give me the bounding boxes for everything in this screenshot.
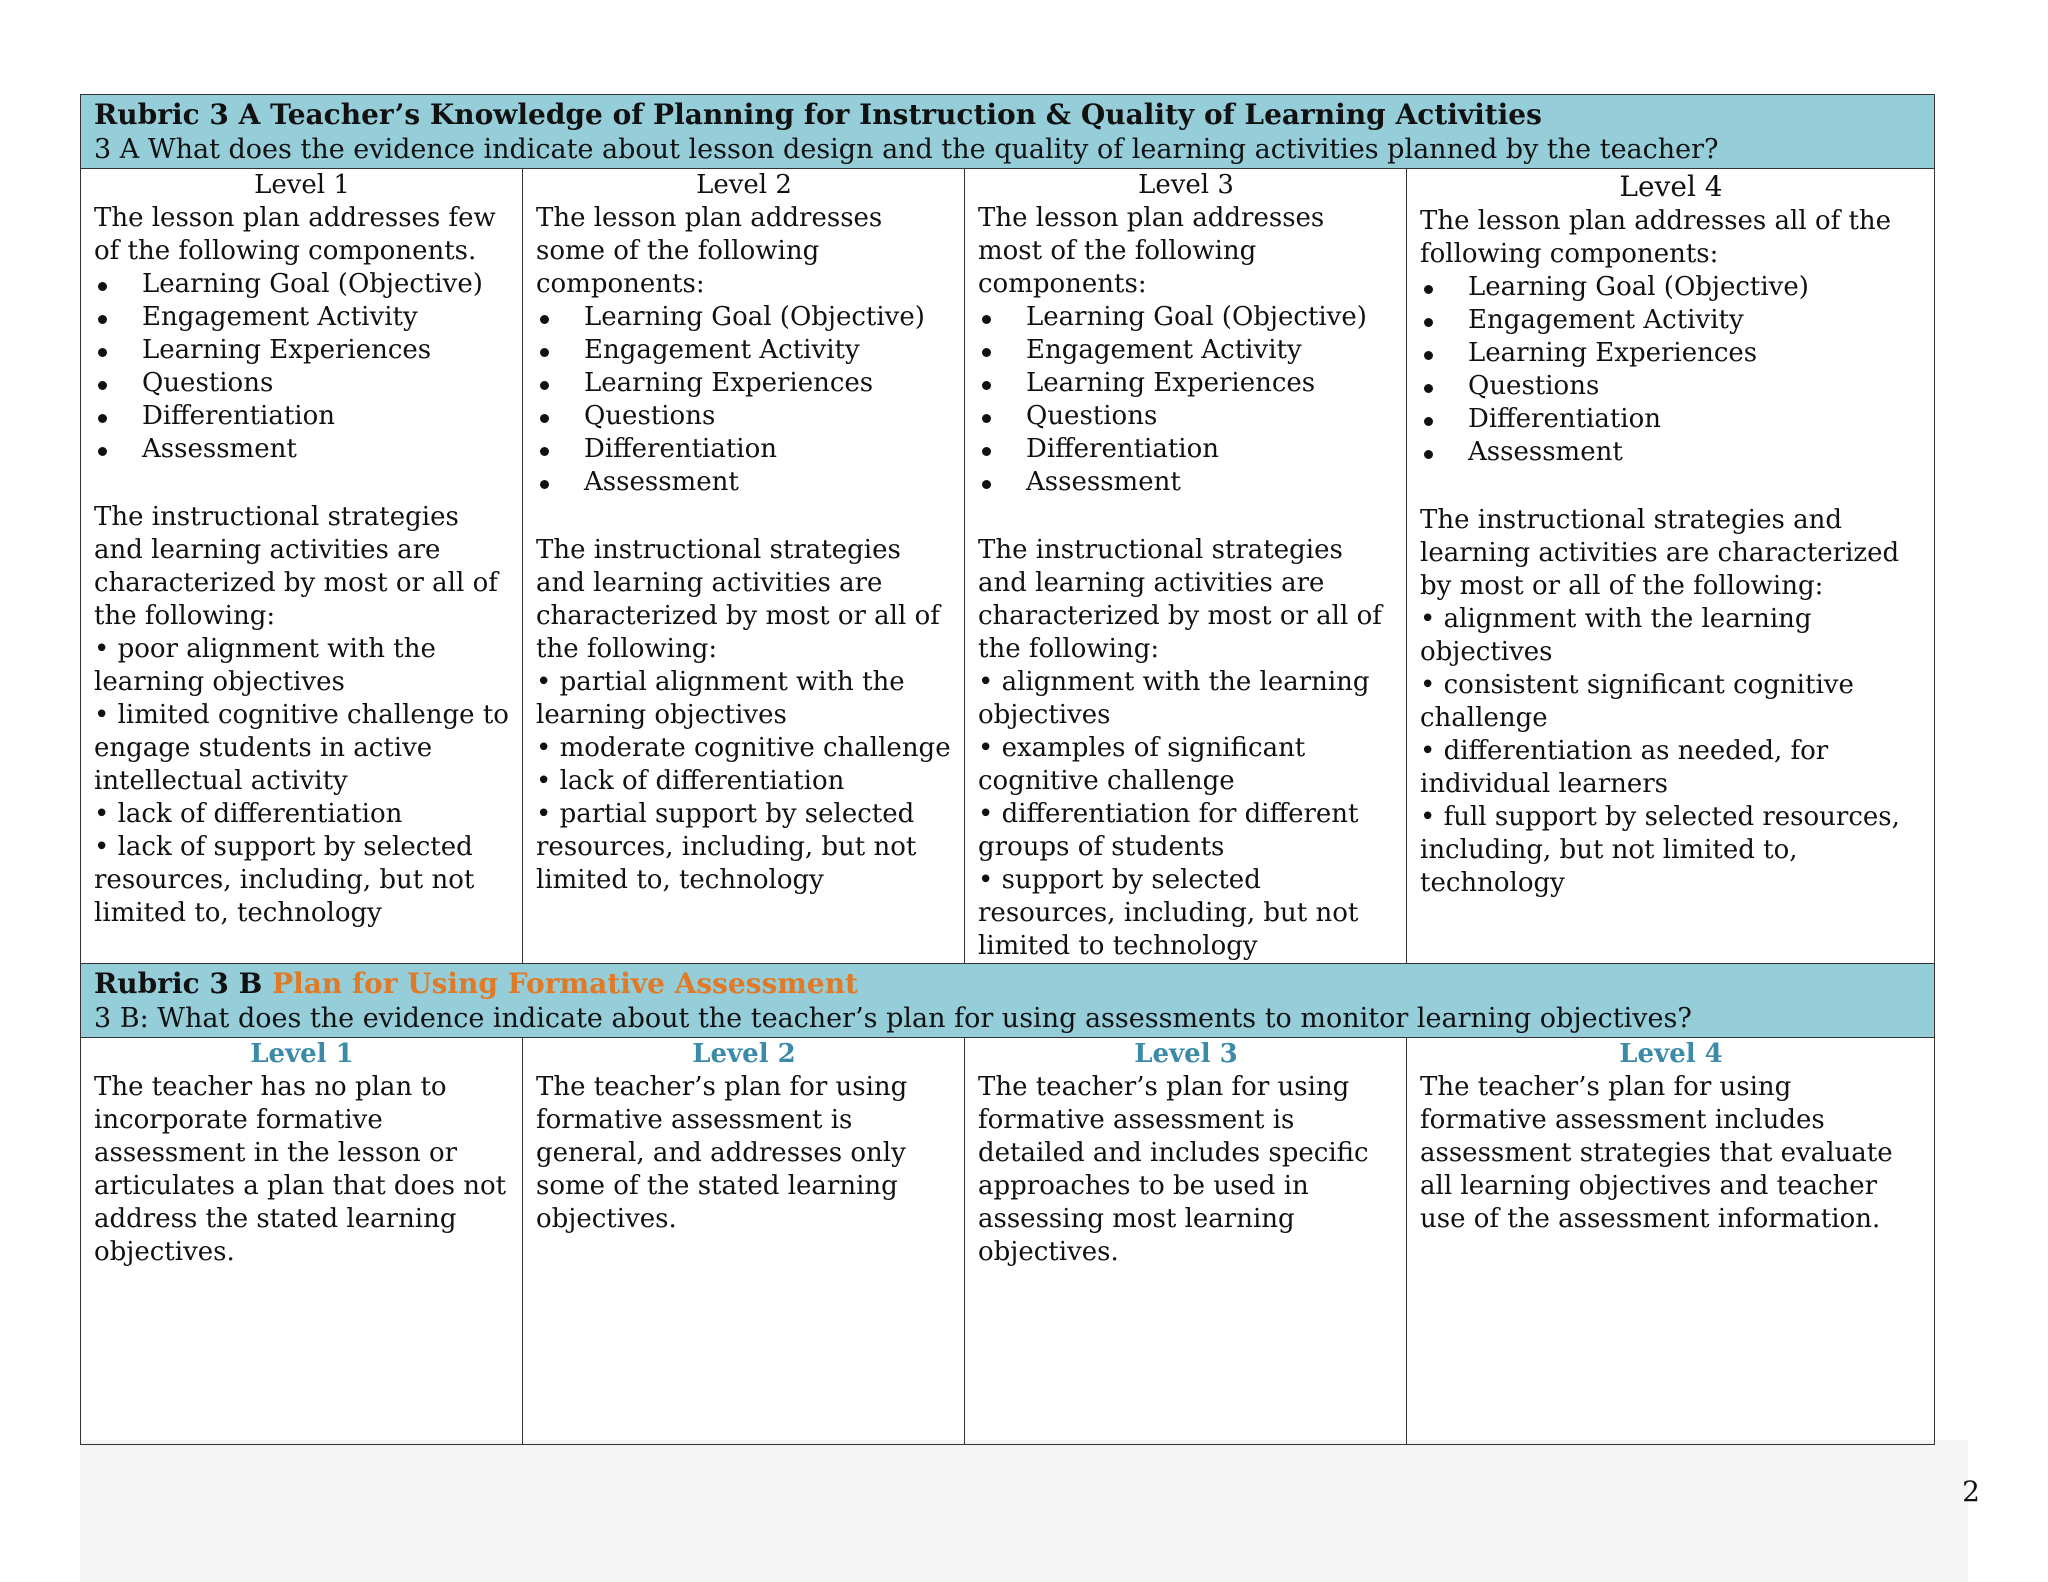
strategies-intro: The instructional strategies and learning activities are characterized by most or all of the following:: [94, 502, 498, 631]
rubric-table: [80, 94, 1935, 1445]
strategy-item: • poor alignment with the learning objectives: [94, 634, 436, 697]
level-label: Level 2: [696, 170, 792, 200]
section-b-header: [81, 964, 1935, 1038]
section-b-levels-row: [81, 1038, 1935, 1445]
strategy-item: • differentiation for different groups of students: [978, 799, 1359, 862]
strategy-item: • differentiation as needed, for individual learners: [1420, 736, 1829, 799]
list-item: Engagement Activity: [536, 334, 952, 367]
level-description: The teacher’s plan for using formative assessment includes assessment strategies that evaluate all learning objectives and teacher use of the assessment information.: [1420, 1072, 1893, 1234]
list-item: Assessment: [1420, 436, 1922, 469]
section-a-levels-row: [81, 169, 1935, 964]
list-item: Learning Experiences: [536, 367, 952, 400]
level-description: The teacher has no plan to incorporate formative assessment in the lesson or articulates a plan that does not address the stated learning objectives.: [94, 1072, 507, 1267]
component-list: [1420, 271, 1922, 469]
section-a-title: Rubric 3 A Teacher’s Knowledge of Planning for Instruction & Quality of Learning Activities: [94, 98, 1542, 131]
strategies-intro: The instructional strategies and learning activities are characterized by most or all of the following:: [536, 535, 940, 664]
section-b-title-prefix: Rubric 3 B: [94, 967, 263, 1000]
component-list: [94, 268, 510, 466]
component-list: [536, 301, 952, 499]
level-intro: The lesson plan addresses most of the following components:: [978, 203, 1325, 299]
strategy-item: • moderate cognitive challenge: [536, 733, 951, 763]
section-a-level-3-cell: [965, 169, 1407, 964]
list-item: Learning Goal (Objective): [1420, 271, 1922, 304]
list-item: Questions: [94, 367, 510, 400]
strategy-item: • partial alignment with the learning objectives: [536, 667, 905, 730]
level-description: The teacher’s plan for using formative assessment is detailed and includes specific approaches to be used in assessing most learning objectives.: [978, 1072, 1369, 1267]
component-list: [978, 301, 1394, 499]
list-item: Learning Goal (Objective): [978, 301, 1394, 334]
list-item: Differentiation: [94, 400, 510, 433]
list-item: Learning Goal (Objective): [94, 268, 510, 301]
strategy-item: • lack of differentiation: [536, 766, 845, 796]
section-b-title-highlight: Plan for Using Formative Assessment: [272, 967, 858, 1000]
list-item: Assessment: [536, 466, 952, 499]
section-a-header: [81, 95, 1935, 169]
list-item: Assessment: [978, 466, 1394, 499]
section-a-level-2-cell: [523, 169, 965, 964]
list-item: Engagement Activity: [978, 334, 1394, 367]
strategy-item: • support by selected resources, including, but not limited to technology: [978, 865, 1359, 961]
list-item: Learning Experiences: [94, 334, 510, 367]
level-label: Level 3: [1134, 1039, 1238, 1069]
section-b-level-2-cell: [523, 1038, 965, 1445]
strategies-intro: The instructional strategies and learning activities are characterized by most or all of the following:: [1420, 505, 1900, 601]
list-item: Questions: [1420, 370, 1922, 403]
section-b-level-3-cell: [965, 1038, 1407, 1445]
strategy-item: • examples of significant cognitive challenge: [978, 733, 1306, 796]
list-item: Learning Experiences: [1420, 337, 1922, 370]
section-b-title: [94, 966, 1922, 1001]
list-item: Differentiation: [536, 433, 952, 466]
strategy-item: • alignment with the learning objectives: [1420, 604, 1812, 667]
section-b-header-row: [81, 964, 1935, 1038]
level-label: Level 4: [1619, 170, 1723, 203]
strategy-item: • limited cognitive challenge to engage students in active intellectual activity: [94, 700, 509, 796]
strategy-item: • alignment with the learning objectives: [978, 667, 1370, 730]
strategy-item: • partial support by selected resources, including, but not limited to, technology: [536, 799, 917, 895]
section-a-header-row: [81, 95, 1935, 169]
list-item: Differentiation: [978, 433, 1394, 466]
level-label: Level 3: [1138, 170, 1234, 200]
list-item: Questions: [978, 400, 1394, 433]
level-label: Level 1: [254, 170, 350, 200]
section-b-level-4-cell: [1407, 1038, 1935, 1445]
strategy-item: • lack of support by selected resources, including, but not limited to, technology: [94, 832, 475, 928]
list-item: Questions: [536, 400, 952, 433]
page-footer-band: [80, 1440, 1968, 1582]
section-b-level-1-cell: [81, 1038, 523, 1445]
strategies-intro: The instructional strategies and learning activities are characterized by most or all of the following:: [978, 535, 1382, 664]
level-label: Level 4: [1619, 1039, 1723, 1069]
list-item: Assessment: [94, 433, 510, 466]
section-a-level-1-cell: [81, 169, 523, 964]
level-intro: The lesson plan addresses few of the following components.: [94, 203, 496, 266]
list-item: Engagement Activity: [94, 301, 510, 334]
level-label: Level 2: [692, 1039, 796, 1069]
strategy-item: • consistent significant cognitive challenge: [1420, 670, 1854, 733]
list-item: Engagement Activity: [1420, 304, 1922, 337]
level-intro: The lesson plan addresses all of the following components:: [1420, 206, 1892, 269]
page-number: 2: [1962, 1475, 1980, 1508]
strategy-item: • lack of differentiation: [94, 799, 403, 829]
level-label: Level 1: [250, 1039, 354, 1069]
list-item: Learning Goal (Objective): [536, 301, 952, 334]
level-description: The teacher’s plan for using formative assessment is general, and addresses only some of the stated learning objectives.: [536, 1072, 908, 1234]
list-item: Learning Experiences: [978, 367, 1394, 400]
list-item: Differentiation: [1420, 403, 1922, 436]
section-a-question: 3 A What does the evidence indicate about lesson design and the quality of learning activities planned by the teacher?: [94, 134, 1719, 165]
section-a-level-4-cell: [1407, 169, 1935, 964]
strategy-item: • full support by selected resources, including, but not limited to, technology: [1420, 802, 1900, 898]
section-b-question: 3 B: What does the evidence indicate about the teacher’s plan for using assessments to monitor learning objectives?: [94, 1003, 1692, 1034]
level-intro: The lesson plan addresses some of the following components:: [536, 203, 883, 299]
